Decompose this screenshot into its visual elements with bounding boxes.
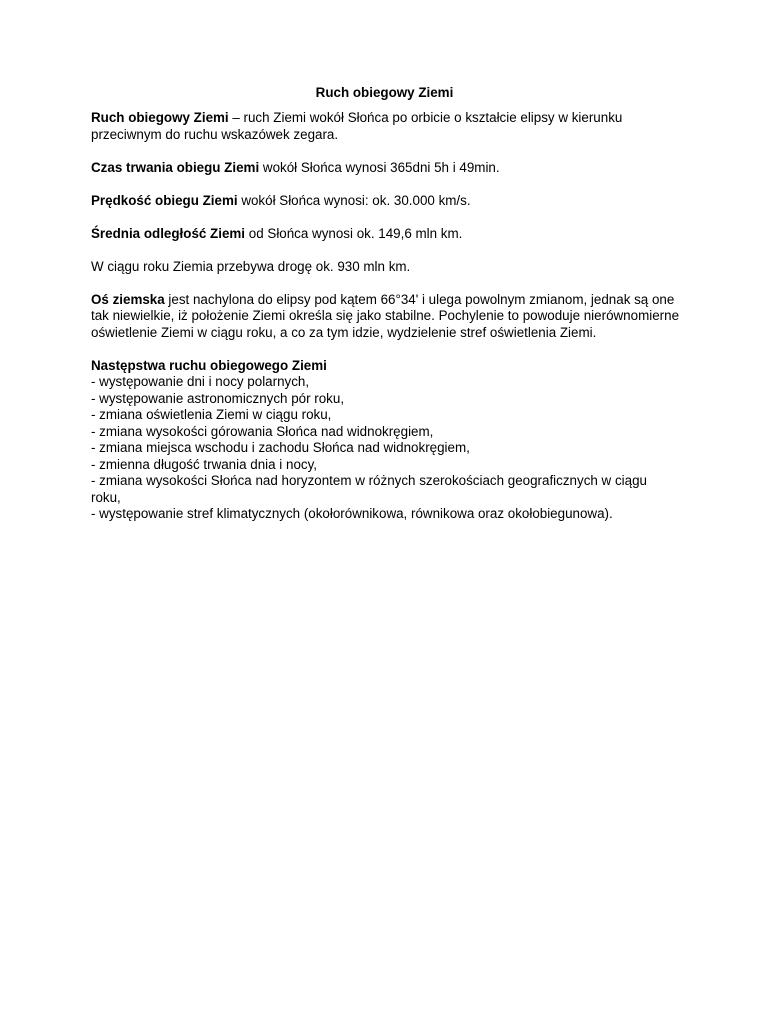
paragraph-earth-axis [91,292,681,342]
consequences-section [91,358,678,523]
list-item: - zmiana wysokości górowania Słońca nad widnokręgiem, [91,423,434,439]
term-czas-trwania: Czas trwania obiegu Ziemi [91,159,260,175]
paragraph-definition [91,110,681,143]
list-item: - zmiana oświetlenia Ziemi w ciągu roku, [91,407,332,422]
definition-text: – ruch Ziemi wokół Słońca po orbicie o kształcie elipsy w kierunku przeciwnym do ruchu wskazówek zegara. [91,110,623,142]
consequences-list [91,374,661,523]
yearly-path-text: W ciągu roku Ziemia przebywa drogę ok. 930 mln km. [91,258,411,274]
list-item: - występowanie stref klimatycznych (okołorównikowa, równikowa oraz okołobiegunowa). [91,506,613,521]
list-item: - zmiana wysokości Słońca nad horyzontem w różnych szerokościach geograficznych w ciągu roku, [91,473,647,505]
paragraph-yearly-path [91,259,681,276]
term-os-ziemska: Oś ziemska [91,291,165,307]
list-item: - występowanie astronomicznych pór roku, [91,390,345,406]
paragraph-orbit-duration [91,160,681,177]
orbit-speed-text: wokół Słońca wynosi: ok. 30.000 km/s. [237,192,471,208]
mean-distance-text: od Słońca wynosi ok. 149,6 mln km. [245,225,463,241]
term-predkosc: Prędkość obiegu Ziemi [91,192,238,208]
term-srednia-odleglosc: Średnia odległość Ziemi [91,225,246,241]
list-item: - zmienna długość trwania dnia i nocy, [91,456,318,472]
earth-axis-text: jest nachylona do elipsy pod kątem 66°34' i ulega powolnym zmianom, jednak są one tak niewielkie, iż położenie Ziemi określa się jako stabilne. Pochylenie to powoduje nierównomierne oświetlenie Ziemi w ciągu roku, a co za tym idzie, wydzielenie stref oświetlenia Ziemi. [91,291,680,340]
consequences-heading: Następstwa ruchu obiegowego Ziemi [91,357,327,373]
list-item: - zmiana miejsca wschodu i zachodu Słońca nad widnokręgiem, [91,440,470,455]
list-item: - występowanie dni i nocy polarnych, [91,374,310,389]
term-ruch-obiegowy: Ruch obiegowy Ziemi [91,110,229,125]
paragraph-mean-distance [91,226,681,243]
orbit-duration-text: wokół Słońca wynosi 365dni 5h i 49min. [259,159,500,175]
document-title: Ruch obiegowy Ziemi [315,85,454,100]
paragraph-orbit-speed [91,193,681,210]
